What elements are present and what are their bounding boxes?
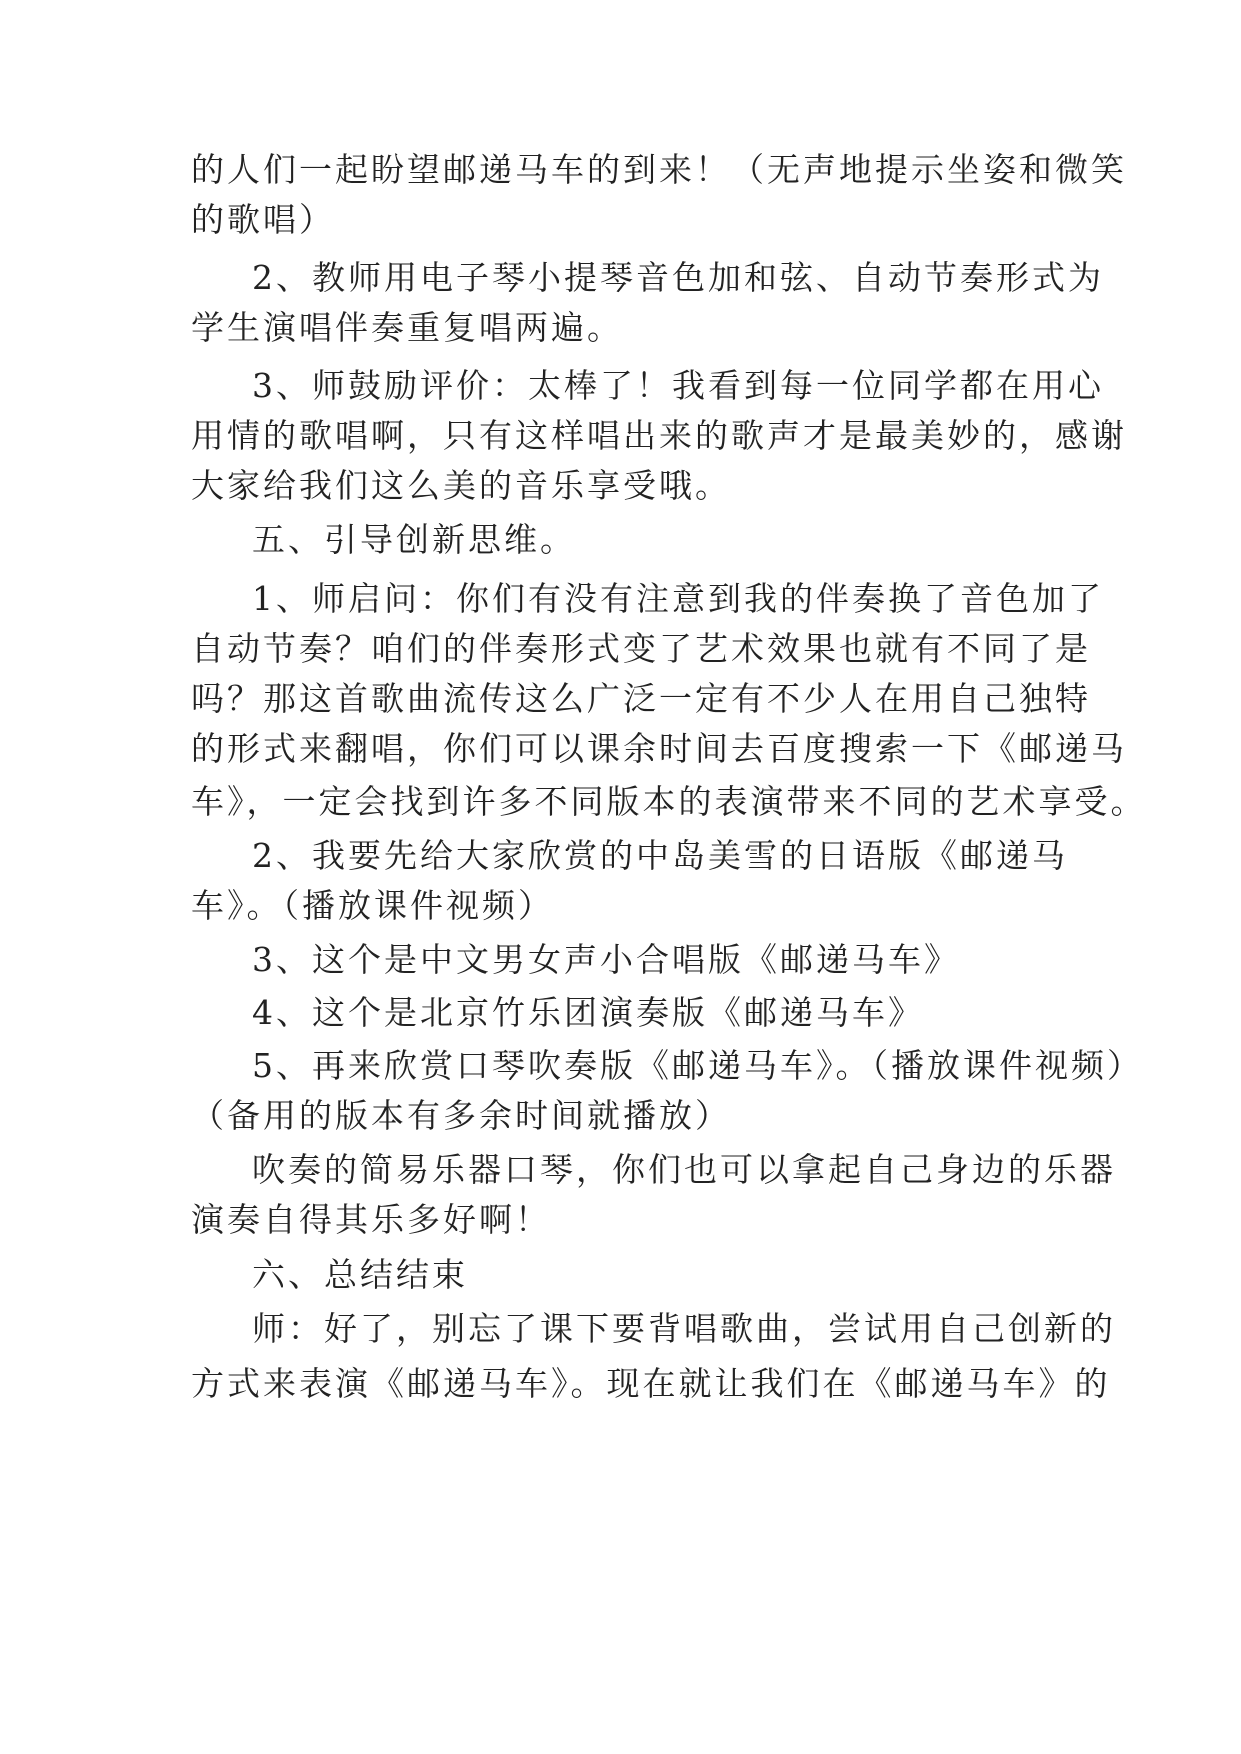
section-heading: 五、引导创新思维。 <box>252 520 576 559</box>
section-heading: 六、总结结束 <box>252 1255 468 1294</box>
text-line: 3、师鼓励评价：太棒了！我看到每一位同学都在用心 <box>252 366 1104 405</box>
text-line: 5、再来欣赏口琴吹奏版《邮递马车》。（播放课件视频） <box>252 1046 1143 1085</box>
text-line: 1、师启问：你们有没有注意到我的伴奏换了音色加了 <box>252 579 1104 618</box>
text-line: 车》，一定会找到许多不同版本的表演带来不同的艺术享受。 <box>191 782 1147 821</box>
text-line: 的歌唱） <box>191 200 335 239</box>
text-line: 师：好了，别忘了课下要背唱歌曲，尝试用自己创新的 <box>252 1309 1116 1348</box>
text-line: （备用的版本有多余时间就播放） <box>191 1096 731 1135</box>
text-line: 2、教师用电子琴小提琴音色加和弦、自动节奏形式为 <box>252 258 1104 297</box>
text-line: 2、我要先给大家欣赏的中岛美雪的日语版《邮递马 <box>252 836 1068 875</box>
text-line: 吹奏的简易乐器口琴，你们也可以拿起自己身边的乐器 <box>252 1150 1116 1189</box>
text-line: 的人们一起盼望邮递马车的到来！（无声地提示坐姿和微笑 <box>191 150 1127 189</box>
text-line: 学生演唱伴奏重复唱两遍。 <box>191 308 623 347</box>
text-line: 的形式来翻唱，你们可以课余时间去百度搜索一下《邮递马 <box>191 729 1127 768</box>
text-line: 演奏自得其乐多好啊！ <box>191 1200 551 1239</box>
text-line: 车》。（播放课件视频） <box>191 886 554 925</box>
text-line: 自动节奏？咱们的伴奏形式变了艺术效果也就有不同了是 <box>191 629 1091 668</box>
text-line: 方式来表演《邮递马车》。现在就让我们在《邮递马车》的 <box>191 1364 1111 1403</box>
text-line: 大家给我们这么美的音乐享受哦。 <box>191 466 731 505</box>
text-line: 4、这个是北京竹乐团演奏版《邮递马车》 <box>252 993 924 1032</box>
text-line: 用情的歌唱啊，只有这样唱出来的歌声才是最美妙的，感谢 <box>191 416 1127 455</box>
text-line: 吗？那这首歌曲流传这么广泛一定有不少人在用自己独特 <box>191 679 1091 718</box>
text-line: 3、这个是中文男女声小合唱版《邮递马车》 <box>252 940 960 979</box>
